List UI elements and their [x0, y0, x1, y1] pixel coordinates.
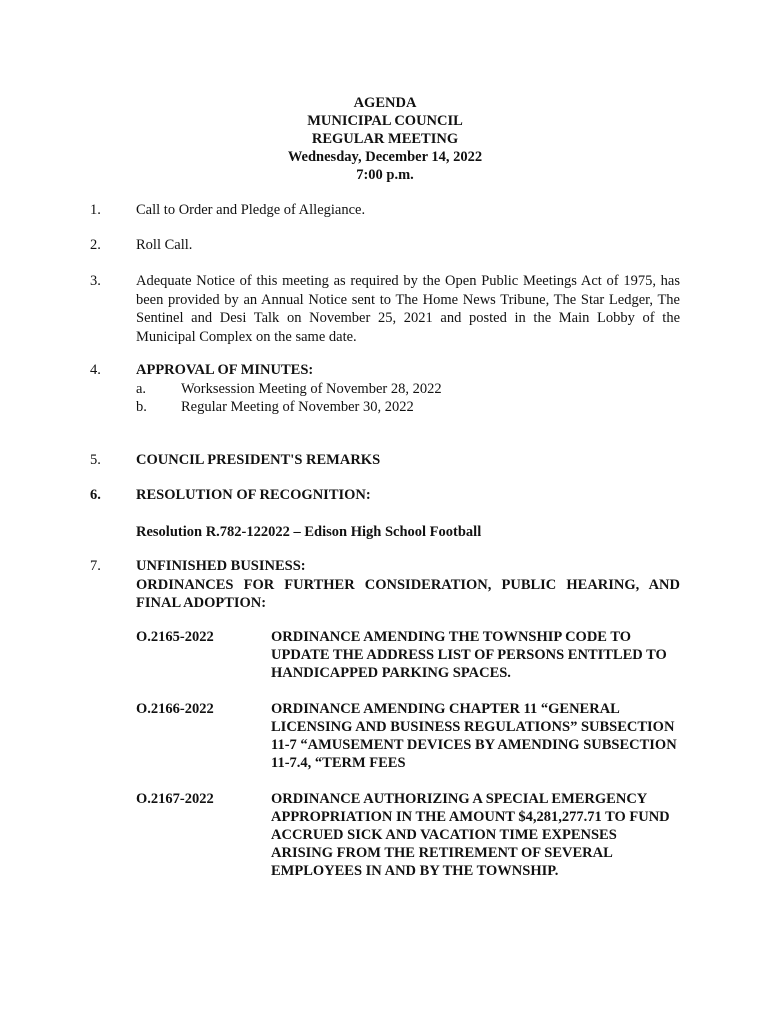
ordinance-number: O.2167-2022 — [136, 791, 214, 807]
agenda-item-7 — [90, 557, 680, 613]
ordinance-title: ORDINANCE AMENDING THE TOWNSHIP CODE TO UPDATE THE ADDRESS LIST OF PERSONS ENTITLED TO HANDICAPPED PARKING SPACES. — [271, 629, 667, 681]
item-number: 6. — [90, 487, 101, 503]
sub-text: Worksession Meeting of November 28, 2022 — [181, 380, 442, 397]
sub-letter: b. — [136, 399, 147, 415]
sub-letter: a. — [136, 380, 147, 397]
item-heading: COUNCIL PRESIDENT'S REMARKS — [136, 452, 381, 468]
ordinance-number: O.2165-2022 — [136, 629, 214, 645]
header-title: AGENDA — [353, 95, 417, 111]
ordinance-number: O.2166-2022 — [136, 701, 214, 717]
agenda-item-1 — [90, 201, 680, 220]
ordinance-row — [136, 700, 681, 772]
item-text: Call to Order and Pledge of Allegiance. — [136, 202, 366, 218]
ordinance-title: ORDINANCE AUTHORIZING A SPECIAL EMERGENCY APPROPRIATION IN THE AMOUNT $4,281,277.71 TO FUND ACCRUED SICK AND VACATION TIME EXPENSES ARISING FROM THE RETIREMENT OF SEVERAL EMPLOYEES IN AND BY THE TOWNSHIP. — [271, 791, 670, 879]
agenda-header — [0, 94, 770, 184]
agenda-item-3 — [90, 272, 680, 346]
ordinance-title: ORDINANCE AMENDING CHAPTER 11 “GENERAL LICENSING AND BUSINESS REGULATIONS” SUBSECTION 11-7 “AMUSEMENT DEVICES BY AMENDING SUBSECTION 11-7.4, “TERM FEES — [271, 701, 677, 771]
agenda-item-4 — [90, 361, 680, 417]
agenda-item-2 — [90, 236, 680, 255]
minutes-item-b — [136, 398, 680, 417]
item-number: 4. — [90, 362, 101, 378]
resolution-detail: Resolution R.782-122022 – Edison High School Football — [136, 523, 482, 540]
header-body: MUNICIPAL COUNCIL — [307, 113, 463, 129]
ordinance-row — [136, 628, 681, 682]
item-heading: RESOLUTION OF RECOGNITION: — [136, 487, 371, 503]
sub-text: Regular Meeting of November 30, 2022 — [181, 399, 414, 415]
item-heading: APPROVAL OF MINUTES: — [136, 362, 314, 378]
header-meeting-type: REGULAR MEETING — [311, 131, 459, 147]
header-time: 7:00 p.m. — [356, 167, 414, 183]
item-number: 1. — [90, 202, 101, 218]
item-number: 2. — [90, 237, 101, 253]
item-number: 3. — [90, 273, 101, 289]
item-number: 7. — [90, 558, 101, 574]
item-text: Roll Call. — [136, 237, 193, 253]
minutes-item-a — [136, 380, 680, 399]
item-number: 5. — [90, 452, 101, 468]
agenda-item-5 — [90, 451, 680, 470]
agenda-item-6 — [90, 486, 680, 541]
ordinance-row — [136, 790, 681, 880]
item-heading: UNFINISHED BUSINESS: — [136, 558, 306, 574]
item-text: Adequate Notice of this meeting as required by the Open Public Meetings Act of 1975, has been provided by an Annual Notice sent to The Home News Tribune, The Star Ledger, The Sentinel and Desi Talk on November 25, 2021 and posted in the Main Lobby of the Municipal Complex on the same date. — [136, 273, 680, 345]
item-subheading: ORDINANCES FOR FURTHER CONSIDERATION, PUBLIC HEARING, AND FINAL ADOPTION: — [136, 576, 680, 611]
header-date: Wednesday, December 14, 2022 — [287, 149, 483, 165]
